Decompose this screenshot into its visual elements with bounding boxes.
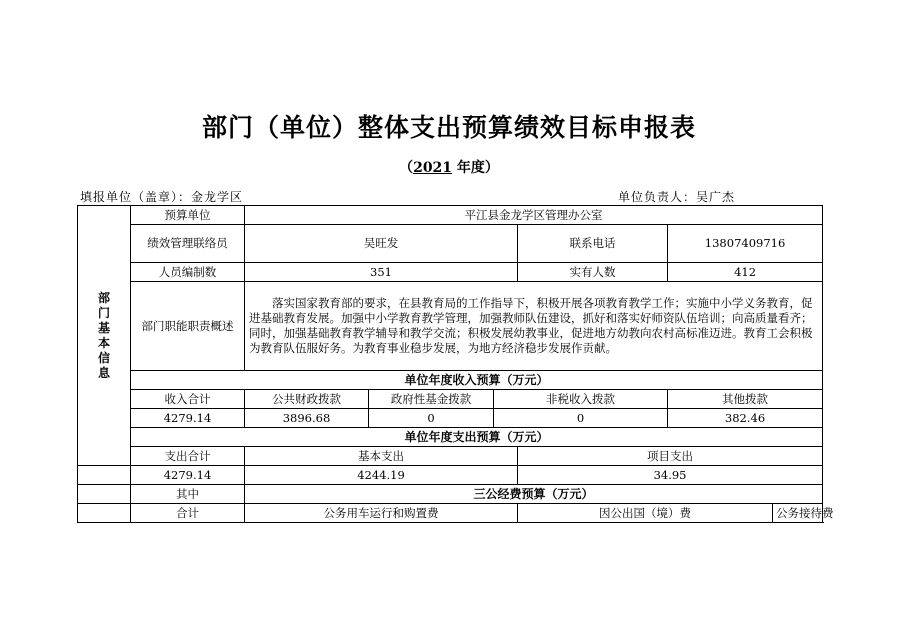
- expense-value-basic: 4244.19: [245, 466, 518, 485]
- phone-value: 13807409716: [668, 225, 823, 263]
- row-expense-headers: [78, 447, 823, 466]
- income-header-nontax: 非税收入拨款: [494, 390, 668, 409]
- row-income-headers: [78, 390, 823, 409]
- among-label: 其中: [131, 485, 245, 504]
- contact-label: 绩效管理联络员: [131, 225, 245, 263]
- empty-side-cell: [78, 466, 131, 485]
- expense-header-total: 支出合计: [131, 447, 245, 466]
- row-staff: [78, 263, 823, 282]
- side-label-cell: [78, 206, 131, 466]
- row-expense-title: [78, 428, 823, 447]
- expense-header-basic: 基本支出: [245, 447, 518, 466]
- three-public-header-abroad: 因公出国（境）费: [518, 504, 773, 523]
- staff-label: 人员编制数: [131, 263, 245, 282]
- row-income-values: [78, 409, 823, 428]
- filling-unit: 填报单位（盖章）：金龙学区: [80, 190, 244, 204]
- income-value-other: 382.46: [668, 409, 823, 428]
- row-budget-unit: [78, 206, 823, 225]
- expense-section-title: 单位年度支出预算（万元）: [131, 428, 823, 447]
- contact-name: 吴旺发: [245, 225, 518, 263]
- income-header-total: 收入合计: [131, 390, 245, 409]
- income-value-nontax: 0: [494, 409, 668, 428]
- empty-side-cell: [78, 504, 131, 523]
- year-close: 年度）: [452, 160, 499, 176]
- actual-label: 实有人数: [518, 263, 668, 282]
- budget-form-table: [77, 205, 834, 523]
- page-title: 部门（单位）整体支出预算绩效目标申报表: [201, 113, 696, 142]
- phone-label: 联系电话: [518, 225, 668, 263]
- budget-unit-label: 预算单位: [131, 206, 245, 225]
- three-public-header-reception: 公务接待费: [773, 504, 823, 523]
- year-open: （: [399, 160, 414, 176]
- three-public-header-total: 合计: [131, 504, 245, 523]
- expense-value-project: 34.95: [518, 466, 823, 485]
- expense-value-total: 4279.14: [131, 466, 245, 485]
- row-three-public-headers: [78, 504, 823, 523]
- row-expense-values: [78, 466, 823, 485]
- actual-value: 412: [668, 263, 823, 282]
- row-income-title: [78, 371, 823, 390]
- income-header-public: 公共财政拨款: [245, 390, 369, 409]
- expense-header-project: 项目支出: [518, 447, 823, 466]
- row-contact: [78, 225, 823, 263]
- responsible-person: 单位负责人：吴广杰: [618, 190, 736, 204]
- three-public-header-vehicle: 公务用车运行和购置费: [245, 504, 518, 523]
- income-header-fund: 政府性基金拨款: [369, 390, 494, 409]
- row-among: [78, 485, 823, 504]
- empty-side-cell: [78, 485, 131, 504]
- budget-unit-value: 平江县金龙学区管理办公室: [245, 206, 823, 225]
- side-label: 部门基本信息: [97, 290, 110, 380]
- year-value: 2021: [413, 160, 453, 176]
- income-header-other: 其他拨款: [668, 390, 823, 409]
- income-section-title: 单位年度收入预算（万元）: [131, 371, 823, 390]
- income-value-fund: 0: [369, 409, 494, 428]
- row-duty: [78, 282, 823, 371]
- income-value-total: 4279.14: [131, 409, 245, 428]
- income-value-public: 3896.68: [245, 409, 369, 428]
- duty-label: 部门职能职责概述: [131, 282, 245, 371]
- budget-year: [0, 157, 898, 177]
- duty-text: 落实国家教育部的要求，在县教育局的工作指导下，积极开展各项教育教学工作；实施中小学义务教育，促进基础教育发展。加强中小学教育教学管理，加强教师队伍建设，抓好和落实好师资队伍培训；向高质量看齐；同时，加强基础教育教学辅导和教学交流；积极发展幼教事业，促进地方幼教向农村高标准迈进。教育工会积极为教育队伍服好务。为教育事业稳步发展，为地方经济稳步发展作贡献。: [245, 282, 823, 371]
- three-public-title: 三公经费预算（万元）: [245, 485, 823, 504]
- staff-value: 351: [245, 263, 518, 282]
